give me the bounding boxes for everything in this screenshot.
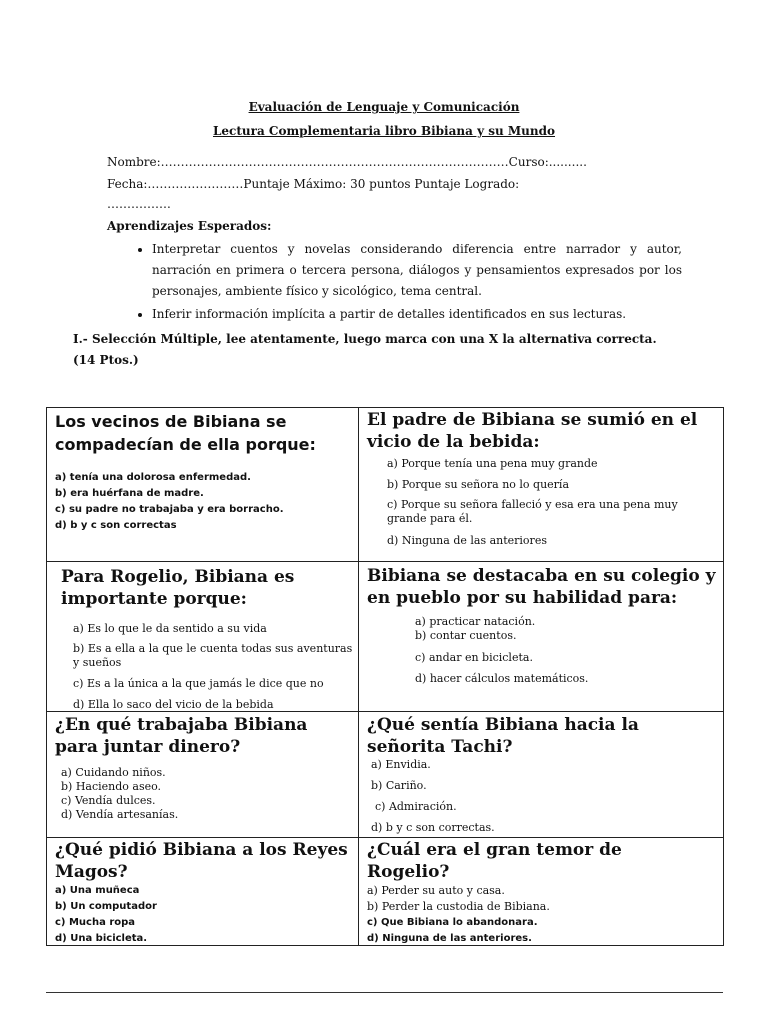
aprendizajes-list	[128, 239, 682, 325]
question-text: ¿En qué trabajaba Bibiana para juntar dinero?	[55, 715, 308, 757]
option-a[interactable]: a) Una muñeca	[55, 885, 140, 896]
question-text: El padre de Bibiana se sumió en el vicio de la bebida:	[367, 410, 698, 452]
footer-divider	[46, 992, 723, 993]
option-a[interactable]: a) Porque tenía una pena muy grande	[387, 457, 598, 470]
instructions: I.- Selección Múltiple, lee atentamente, luego marca con una X la alternativa correcta. (14 Ptos.)	[73, 332, 657, 367]
option-d[interactable]: d) b y c son correctas	[55, 520, 177, 531]
option-b[interactable]: b) Cariño.	[371, 779, 427, 792]
questions-table	[46, 407, 724, 946]
option-b[interactable]: b) Perder la custodia de Bibiana.	[367, 900, 550, 913]
option-d[interactable]: d) Ninguna de las anteriores.	[367, 933, 532, 944]
aprendizaje-item: • Interpretar cuentos y novelas considerando diferencia entre narrador y autor, narración en primera o tercera persona, diálogos y pensamientos expresados por los personajes, ambiente físico y sicológico, tema central.	[152, 239, 682, 302]
option-a[interactable]: a) Cuidando niños.	[61, 766, 166, 779]
question-cell-5	[47, 712, 359, 838]
question-cell-3	[47, 562, 359, 712]
option-a[interactable]: a) Es lo que le da sentido a su vida	[73, 622, 267, 635]
option-a[interactable]: a) tenía una dolorosa enfermedad.	[55, 472, 251, 483]
option-c[interactable]: c) Mucha ropa	[55, 917, 136, 928]
option-d[interactable]: d) Ella lo saco del vicio de la bebida	[73, 698, 274, 711]
option-a[interactable]: a) Envidia.	[371, 758, 431, 771]
option-d[interactable]: d) Vendía artesanías.	[61, 808, 179, 821]
option-b[interactable]: b) Haciendo aseo.	[61, 780, 162, 793]
question-text: ¿Qué sentía Bibiana hacia la señorita Tachi?	[367, 715, 639, 757]
question-cell-6	[359, 712, 724, 838]
option-b[interactable]: b) era huérfana de madre.	[55, 488, 204, 499]
option-b[interactable]: b) Un computador	[55, 901, 157, 912]
option-c[interactable]: c) Admiración.	[375, 800, 457, 813]
option-c[interactable]: c) Vendía dulces.	[61, 794, 156, 807]
question-cell-4	[359, 562, 724, 712]
question-cell-2	[359, 408, 724, 562]
fecha-puntaje-line: Fecha:……………………Puntaje Máximo: 30 puntos Puntaje Logrado:	[107, 177, 520, 191]
option-c[interactable]: c) Que Bibiana lo abandonara.	[367, 917, 538, 928]
aprendizaje-item: • Inferir información implícita a partir de detalles identificados en sus lecturas.	[152, 304, 682, 325]
document-subtitle: Lectura Complementaria libro Bibiana y su Mundo	[212, 124, 556, 138]
question-text: Para Rogelio, Bibiana es importante porque:	[61, 567, 295, 609]
option-b[interactable]: b) contar cuentos.	[415, 629, 517, 642]
option-c[interactable]: c) su padre no trabajaba y era borracho.	[55, 504, 284, 515]
puntaje-logrado-dots: …………….	[107, 197, 171, 211]
option-d[interactable]: d) Una bicicleta.	[55, 933, 148, 944]
question-text: ¿Cuál era el gran temor de Rogelio?	[367, 840, 622, 882]
question-text: Bibiana se destacaba en su colegio y en pueblo por su habilidad para:	[367, 566, 716, 608]
option-c[interactable]: c) Es a la única a la que jamás le dice que no	[73, 677, 324, 690]
question-cell-8	[359, 838, 724, 946]
nombre-curso-line: Nombre:……………………………………………………………………………Curso:..........	[107, 155, 587, 169]
option-d[interactable]: d) b y c son correctas.	[371, 821, 495, 834]
document-title: Evaluación de Lenguaje y Comunicación	[248, 100, 520, 114]
option-b[interactable]: b) Es a ella a la que le cuenta todas sus aventuras y sueños	[73, 642, 353, 669]
option-d[interactable]: d) Ninguna de las anteriores	[387, 534, 547, 547]
question-cell-7	[47, 838, 359, 946]
question-cell-1	[47, 408, 359, 562]
question-text: ¿Qué pidió Bibiana a los Reyes Magos?	[55, 840, 348, 882]
option-c[interactable]: c) Porque su señora falleció y esa era una pena muy grande para él.	[387, 498, 678, 525]
option-c[interactable]: c) andar en bicicleta.	[415, 651, 533, 664]
option-a[interactable]: a) Perder su auto y casa.	[367, 884, 505, 897]
option-b[interactable]: b) Porque su señora no lo quería	[387, 478, 570, 491]
option-d[interactable]: d) hacer cálculos matemáticos.	[415, 672, 589, 685]
option-a[interactable]: a) practicar natación.	[415, 615, 536, 628]
question-text: Los vecinos de Bibiana se compadecían de ella porque:	[55, 412, 316, 454]
aprendizajes-title: Aprendizajes Esperados:	[107, 219, 272, 233]
